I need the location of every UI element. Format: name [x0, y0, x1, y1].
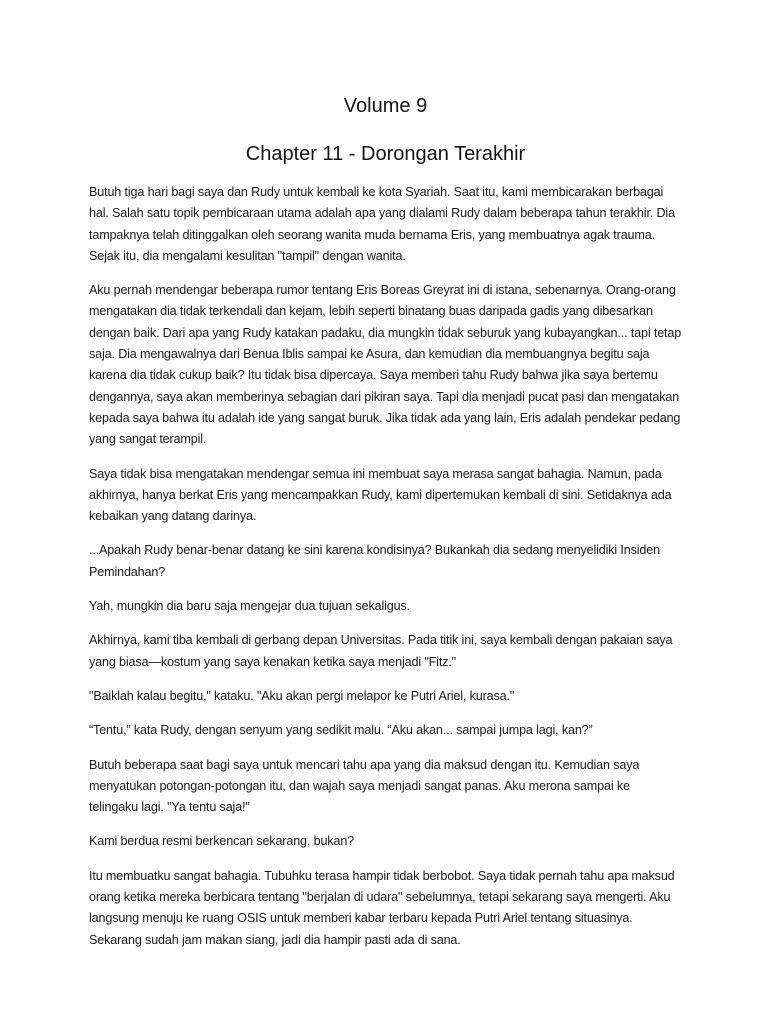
paragraph-7: "Baiklah kalau begitu," kataku. "Aku akan pergi melapor ke Putri Ariel, kurasa." [89, 688, 515, 703]
paragraph-10: Kami berdua resmi berkencan sekarang, bukan? [89, 834, 355, 849]
paragraph-4: ...Apakah Rudy benar-benar datang ke sini karena kondisinya? Bukankah dia sedang menyelidiki Insiden Pemindahan? [89, 543, 660, 579]
volume-title: Volume 9 [343, 95, 428, 117]
paragraph-5: Yah, mungkin dia baru saja mengejar dua tujuan sekaligus. [89, 599, 410, 614]
paragraph-9: Butuh beberapa saat bagi saya untuk mencari tahu apa yang dia maksud dengan itu. Kemudian saya menyatukan potongan-potongan itu, dan wajah saya menjadi sangat panas. Aku merona sampai ke telingaku lagi. "Ya tentu saja!" [89, 757, 640, 815]
paragraph-6: Akhirnya, kami tiba kembali di gerbang depan Universitas. Pada titik ini, saya kembali dengan pakaian saya yang biasa—kostum yang saya kenakan ketika saya menjadi "Fitz." [89, 633, 673, 669]
paragraph-2: Aku pernah mendengar beberapa rumor tentang Eris Boreas Greyrat ini di istana, sebenarnya. Orang-orang mengatakan dia tidak terkendali dan kejam, lebih seperti binatang buas daripada gadis yang dibesarkan dengan baik. Dari apa yang Rudy katakan padaku, dia mungkin tidak seburuk yang kubayangkan... tapi tetap saja. Dia mengawalnya dari Benua Iblis sampai ke Asura, dan kemudian dia membuangnya begitu saja karena dia tidak cukup baik? Itu tidak bisa dipercaya. Saya memberi tahu Rudy bahwa jika saya bertemu dengannya, saya akan memberinya sebagian dari pikiran saya. Tapi dia menjadi pucat pasi dan mengatakan kepada saya bahwa itu adalah ide yang sangat buruk. Jika tidak ada yang lain, Eris adalah pendekar pedang yang sangat terampil. [89, 283, 682, 447]
paragraph-8: “Tentu,” kata Rudy, dengan senyum yang sedikit malu. “Aku akan... sampai jumpa lagi, kan?” [89, 723, 593, 738]
paragraph-3: Saya tidak bisa mengatakan mendengar semua ini membuat saya merasa sangat bahagia. Namun, pada akhirnya, hanya berkat Eris yang mencampakkan Rudy, kami dipertemukan kembali di sini. Setidaknya ada kebaikan yang datang darinya. [89, 466, 672, 524]
chapter-title: Chapter 11 - Dorongan Terakhir [245, 143, 526, 165]
paragraph-11: Itu membuatku sangat bahagia. Tubuhku terasa hampir tidak berbobot. Saya tidak pernah tahu apa maksud orang ketika mereka berbicara tentang "berjalan di udara" sebelumnya, tetapi sekarang saya mengerti. Aku langsung menuju ke ruang OSIS untuk memberi kabar terbaru kepada Putri Ariel tentang situasinya. Sekarang sudah jam makan siang, jadi dia hampir pasti ada di sana. [89, 868, 675, 947]
paragraph-1: Butuh tiga hari bagi saya dan Rudy untuk kembali ke kota Syariah. Saat itu, kami membicarakan berbagai hal. Salah satu topik pembicaraan utama adalah apa yang dialami Rudy dalam beberapa tahun terakhir. Dia tampaknya telah ditinggalkan oleh seorang wanita muda bernama Eris, yang membuatnya agak trauma. Sejak itu, dia mengalami kesulitan "tampil" dengan wanita. [89, 185, 675, 263]
